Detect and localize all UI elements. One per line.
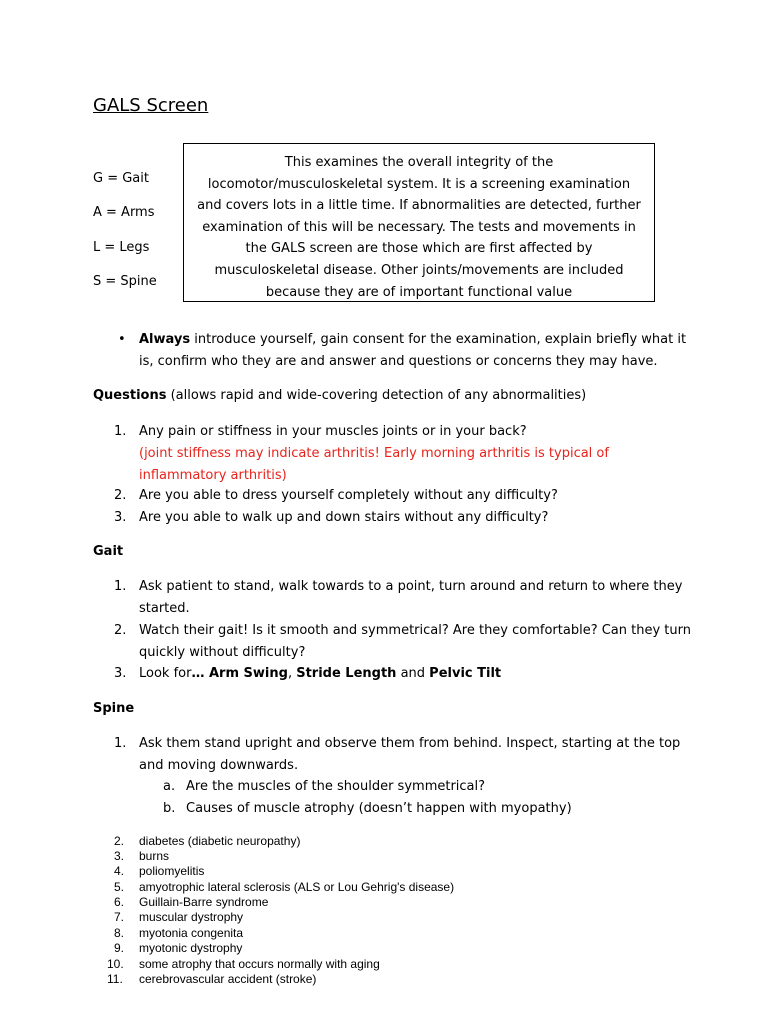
question-text: Are you able to walk up and down stairs without any difficulty? bbox=[139, 510, 549, 525]
questions-heading-rest: (allows rapid and wide-covering detection of any abnormalities) bbox=[166, 388, 587, 403]
question-note-line2: inflammatory arthritis) bbox=[139, 468, 287, 483]
cause-item: myotonia congenita bbox=[139, 926, 244, 940]
gait-heading-text: Gait bbox=[93, 544, 124, 559]
acronym-l: L = Legs bbox=[93, 240, 150, 255]
cause-item: some atrophy that occurs normally with aging bbox=[139, 957, 380, 971]
spine-number: 1. bbox=[114, 736, 127, 751]
cause-number: 7. bbox=[114, 910, 125, 924]
intro-paragraph bbox=[139, 329, 699, 373]
cause-number: 9. bbox=[114, 941, 125, 955]
cause-item: poliomyelitis bbox=[139, 864, 205, 878]
question-note-line1: (joint stiffness may indicate arthritis! Early morning arthritis is typical of bbox=[139, 446, 609, 461]
gait-item-line1: Watch their gait! Is it smooth and symmetrical? Are they comfortable? Can they turn bbox=[139, 623, 691, 638]
gait-pelvic-tilt: Pelvic Tilt bbox=[429, 666, 502, 681]
question-number: 3. bbox=[114, 510, 127, 525]
sub-letter: b. bbox=[163, 801, 176, 816]
gait-item bbox=[139, 663, 699, 685]
gait-sep2: and bbox=[396, 666, 430, 681]
cause-item: amyotrophic lateral sclerosis (ALS or Lou Gehrig's disease) bbox=[139, 880, 455, 894]
cause-number: 11. bbox=[107, 972, 123, 986]
gait-stride-length: Stride Length bbox=[296, 666, 397, 681]
gait-number: 3. bbox=[114, 666, 127, 681]
gait-heading bbox=[93, 541, 123, 563]
cause-item: burns bbox=[139, 849, 170, 863]
question-item bbox=[139, 421, 699, 487]
sub-letter: a. bbox=[163, 779, 176, 794]
summary-text: This examines the overall integrity of the locomotor/musculoskeletal system. It is a screening examination and covers lots in a little time. If abnormalities are detected, further examination of this will be necessary. The tests and movements in the GALS screen are those which are first affected by musculoskeletal disease. Other joints/movements are included because they are of important functional value bbox=[197, 155, 641, 300]
acronym-a: A = Arms bbox=[93, 205, 155, 220]
acronym-s: S = Spine bbox=[93, 274, 157, 289]
cause-number: 4. bbox=[114, 864, 125, 878]
gait-number: 1. bbox=[114, 579, 127, 594]
questions-heading bbox=[93, 385, 586, 407]
cause-number: 3. bbox=[114, 849, 125, 863]
gait-item bbox=[139, 620, 699, 664]
summary-box bbox=[183, 143, 655, 302]
sub-item-text: Are the muscles of the shoulder symmetrical? bbox=[186, 779, 486, 794]
gait-item-line2: quickly without difficulty? bbox=[139, 645, 306, 660]
intro-line1: introduce yourself, gain consent for the examination, explain briefly what it bbox=[190, 332, 687, 347]
cause-item: myotonic dystrophy bbox=[139, 941, 243, 955]
gait-look-for: Look for bbox=[139, 666, 192, 681]
cause-number: 6. bbox=[114, 895, 125, 909]
spine-heading-text: Spine bbox=[93, 701, 135, 716]
cause-number: 10. bbox=[107, 957, 124, 971]
cause-item: Guillain-Barre syndrome bbox=[139, 895, 269, 909]
page-title: GALS Screen bbox=[93, 95, 209, 116]
acronym-g: G = Gait bbox=[93, 171, 149, 186]
intro-bold: Always bbox=[139, 332, 191, 347]
cause-number: 5. bbox=[114, 880, 125, 894]
cause-item: muscular dystrophy bbox=[139, 910, 244, 924]
spine-item-line1: Ask them stand upright and observe them from behind. Inspect, starting at the top bbox=[139, 736, 681, 751]
spine-item-line2: and moving downwards. bbox=[139, 758, 299, 773]
gait-number: 2. bbox=[114, 623, 127, 638]
cause-number: 8. bbox=[114, 926, 125, 940]
bullet-marker: • bbox=[118, 332, 126, 347]
gait-arm-swing: … Arm Swing bbox=[191, 666, 288, 681]
cause-number: 2. bbox=[114, 834, 125, 848]
intro-line2: is, confirm who they are and answer and questions or concerns they may have. bbox=[139, 354, 658, 369]
question-number: 1. bbox=[114, 424, 127, 439]
gait-sep1: , bbox=[287, 666, 297, 681]
questions-heading-bold: Questions bbox=[93, 388, 167, 403]
cause-item: cerebrovascular accident (stroke) bbox=[139, 972, 317, 986]
sub-item-text: Causes of muscle atrophy (doesn’t happen with myopathy) bbox=[186, 801, 572, 816]
gait-item bbox=[139, 576, 699, 620]
question-text: Are you able to dress yourself completely without any difficulty? bbox=[139, 488, 558, 503]
spine-item bbox=[139, 733, 699, 777]
question-number: 2. bbox=[114, 488, 127, 503]
gait-item-line2: started. bbox=[139, 601, 190, 616]
gait-item-line1: Ask patient to stand, walk towards to a point, turn around and return to where they bbox=[139, 579, 683, 594]
question-text: Any pain or stiffness in your muscles joints or in your back? bbox=[139, 424, 527, 439]
cause-item: diabetes (diabetic neuropathy) bbox=[139, 834, 301, 848]
spine-heading bbox=[93, 698, 134, 720]
